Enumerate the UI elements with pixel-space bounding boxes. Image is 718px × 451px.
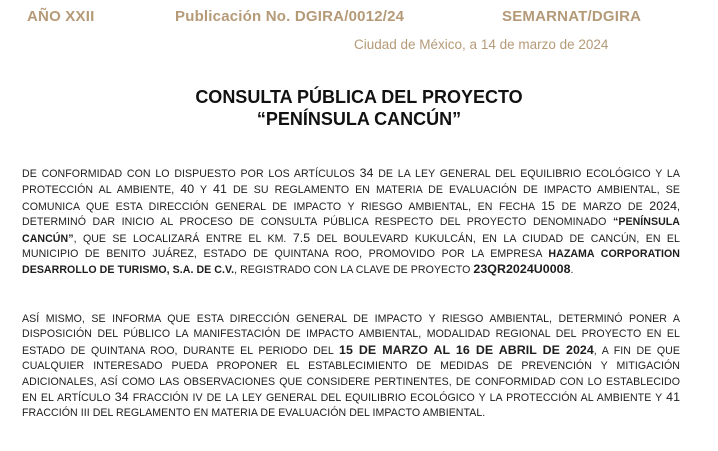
- p1-text-1: DE CONFORMIDAD CON LO DISPUESTO POR LOS ARTÍCULOS: [22, 168, 360, 180]
- p1-text-2: DE LA LEY GENERAL DEL EQUILIBRIO ECOLÓGICO Y LA PROTECCIÓN AL AMBIENTE,: [22, 168, 680, 197]
- p1-text-4: DE SU REGLAMENTO EN MATERIA DE EVALUACIÓN DE IMPACTO AMBIENTAL, SE COMUNICA QUE ESTA DIRECCIÓN GENERAL DE IMPACTO Y RIESGO AMBIENTAL, EN FECHA: [22, 184, 680, 213]
- p1-text-5: DE MARZO DE: [555, 200, 650, 213]
- agency-label: SEMARNAT/DGIRA: [502, 8, 642, 25]
- project-code: 23QR2024U0008: [473, 262, 571, 277]
- document-title: [0, 86, 718, 130]
- company-name: HAZAMA CORPORATION DESARROLLO DE TURISMO, S.A. DE C.V.: [22, 248, 681, 277]
- p1-num-2024: 2024: [649, 198, 678, 213]
- p1-text-7: , QUE SE LOCALIZARÁ ENTRE EL KM.: [73, 232, 293, 245]
- paragraph-1: [22, 166, 680, 279]
- p1-text-9: , REGISTRADO CON LA CLAVE DE PROYECTO: [234, 264, 474, 277]
- year-label: AÑO XXII: [27, 8, 95, 25]
- dateline: Ciudad de México, a 14 de marzo de 2024: [354, 37, 609, 52]
- p2-num-34: 34: [114, 390, 129, 405]
- p2-text-4: FRACCIÓN III DEL REGLAMENTO EN MATERIA DE EVALUACIÓN DEL IMPACTO AMBIENTAL.: [22, 407, 486, 420]
- p1-text-6: , DETERMINÓ DAR INICIO AL PROCESO DE CONSULTA PÚBLICA RESPECTO DEL PROYECTO DENOMINADO: [22, 200, 681, 229]
- project-name: “PENÍNSULA CANCÚN”: [22, 216, 680, 245]
- consultation-period: 15 DE MARZO AL 16 DE ABRIL DE 2024: [339, 342, 594, 357]
- p1-num-41: 41: [213, 182, 227, 197]
- p2-text-3: FRACCIÓN IV DE LA LEY GENERAL DEL EQUILIBRIO ECOLÓGICO Y LA PROTECCIÓN AL AMBIENTE Y: [128, 392, 667, 405]
- p2-num-41: 41: [666, 390, 681, 405]
- publication-number: Publicación No. DGIRA/0012/24: [175, 8, 405, 25]
- p1-num-34: 34: [359, 166, 374, 180]
- title-line-2: “PENÍNSULA CANCÚN”: [256, 109, 462, 129]
- p1-text-8: DEL BOULEVARD KUKULCÁN, EN LA CIUDAD DE CANCÚN, EN EL MUNICIPIO DE BENITO JUÁREZ, ESTADO DE QUINTANA ROO, PROMOVIDO POR LA EMPRESA: [22, 232, 680, 261]
- p1-num-15: 15: [541, 198, 555, 213]
- p2-text-2: , A FIN DE QUE CUALQUIER INTERESADO PUEDA PROPONER EL ESTABLECIMIENTO DE MEDIDAS DE PREVENCIÓN Y MITIGACIÓN ADICIONALES, ASÍ COMO LAS OBSERVACIONES QUE CONSIDERE PERTINENTES, DE CONFORMIDAD CON LO ESTABLECIDO EN EL ARTÍCULO: [22, 344, 680, 405]
- title-line-1: CONSULTA PÚBLICA DEL PROYECTO: [195, 87, 523, 107]
- p2-text-1: ASÍ MISMO, SE INFORMA QUE ESTA DIRECCIÓN GENERAL DE IMPACTO Y RIESGO AMBIENTAL, DETERMINÓ PONER A DISPOSICIÓN DEL PÚBLICO LA MANIFESTACIÓN DE IMPACTO AMBIENTAL, MODALIDAD REGIONAL DEL PROYECTO EN EL ESTADO DE QUINTANA ROO, DURANTE EL PERIODO DEL: [22, 313, 680, 357]
- p1-text-10: .: [570, 264, 574, 277]
- paragraph-2: [22, 312, 680, 422]
- p1-text-3: Y: [194, 184, 214, 197]
- p1-num-40: 40: [180, 182, 195, 197]
- p1-num-km: 7.5: [292, 230, 311, 245]
